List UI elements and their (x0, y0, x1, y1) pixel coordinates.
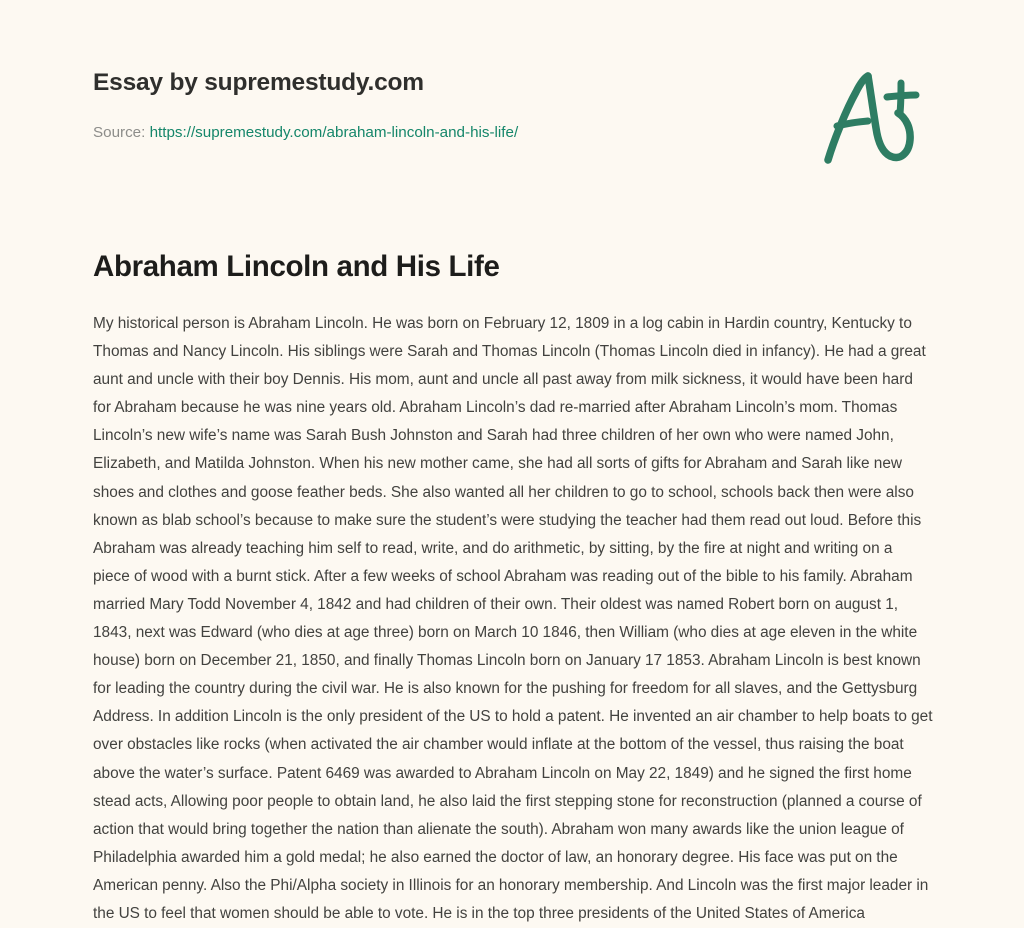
essay-body-text: My historical person is Abraham Lincoln. He was born on February 12, 1809 in a log cabin in Hardin country, Kentucky to Thomas and Nancy Lincoln. His siblings were Sarah and Thomas Lincoln (Thomas Lincoln died in infancy). He had a great aunt and uncle with their boy Dennis. His mom, aunt and uncle all past away from milk sickness, it would have been hard for Abraham because he was nine years old. Abraham Lincoln’s dad re-married after Abraham Lincoln’s mom. Thomas Lincoln’s new wife’s name was Sarah Bush Johnston and Sarah had three children of her own who were named John, Elizabeth, and Matilda Johnston. When his new mother came, she had all sorts of gifts for Abraham and Sarah like new shoes and clothes and goose feather beds. She also wanted all her children to go to school, schools back then were also known as blab school’s because to make sure the student’s were studying the teacher had them read out loud. Before this Abraham was already teaching him self to read, write, and do arithmetic, by sitting, by the fire at night and writing on a piece of wood with a burnt stick. After a few weeks of school Abraham was reading out of the bible to his family. Abraham married Mary Todd November 4, 1842 and had children of their own. Their oldest was named Robert born on august 1, 1843, next was Edward (who dies at age three) born on March 10 1846, then William (who dies at age eleven in the white house) born on December 21, 1850, and finally Thomas Lincoln born on January 17 1853. Abraham Lincoln is best known for leading the country during the civil war. He is also known for the pushing for freedom for all slaves, and the Gettysburg Address. In addition Lincoln is the only president of the US to hold a patent. He invented an air chamber to help boats to get over obstacles like rocks (when activated the air chamber would inflate at the bottom of the vessel, thus raising the boat above the water’s surface. Patent 6469 was awarded to Abraham Lincoln on May 22, 1849) and he signed the first home stead acts, Allowing poor people to obtain land, he also laid the first stepping stone for reconstruction (planned a course of action that would bring together the nation than alienate the south). Abraham won many awards like the union league of Philadelphia awarded him a gold medal; he also earned the doctor of law, an honorary degree. His face was put on the American penny. Also the Phi/Alpha society in Illinois for an honorary membership. And Lincoln was the first major leader in the US to feel that women should be able to vote. He is in the top three presidents of the United States of America (93, 315, 933, 922)
page-title: Abraham Lincoln and His Life (93, 250, 500, 283)
page-header (93, 68, 931, 144)
source-label: Source: (93, 124, 146, 141)
source-url-link[interactable]: https://supremestudy.com/abraham-lincoln-and-his-life/ (149, 124, 519, 141)
brand-byline: Essay by supremestudy.com (93, 69, 424, 96)
a-plus-logo (812, 66, 932, 170)
source-line (93, 98, 931, 144)
